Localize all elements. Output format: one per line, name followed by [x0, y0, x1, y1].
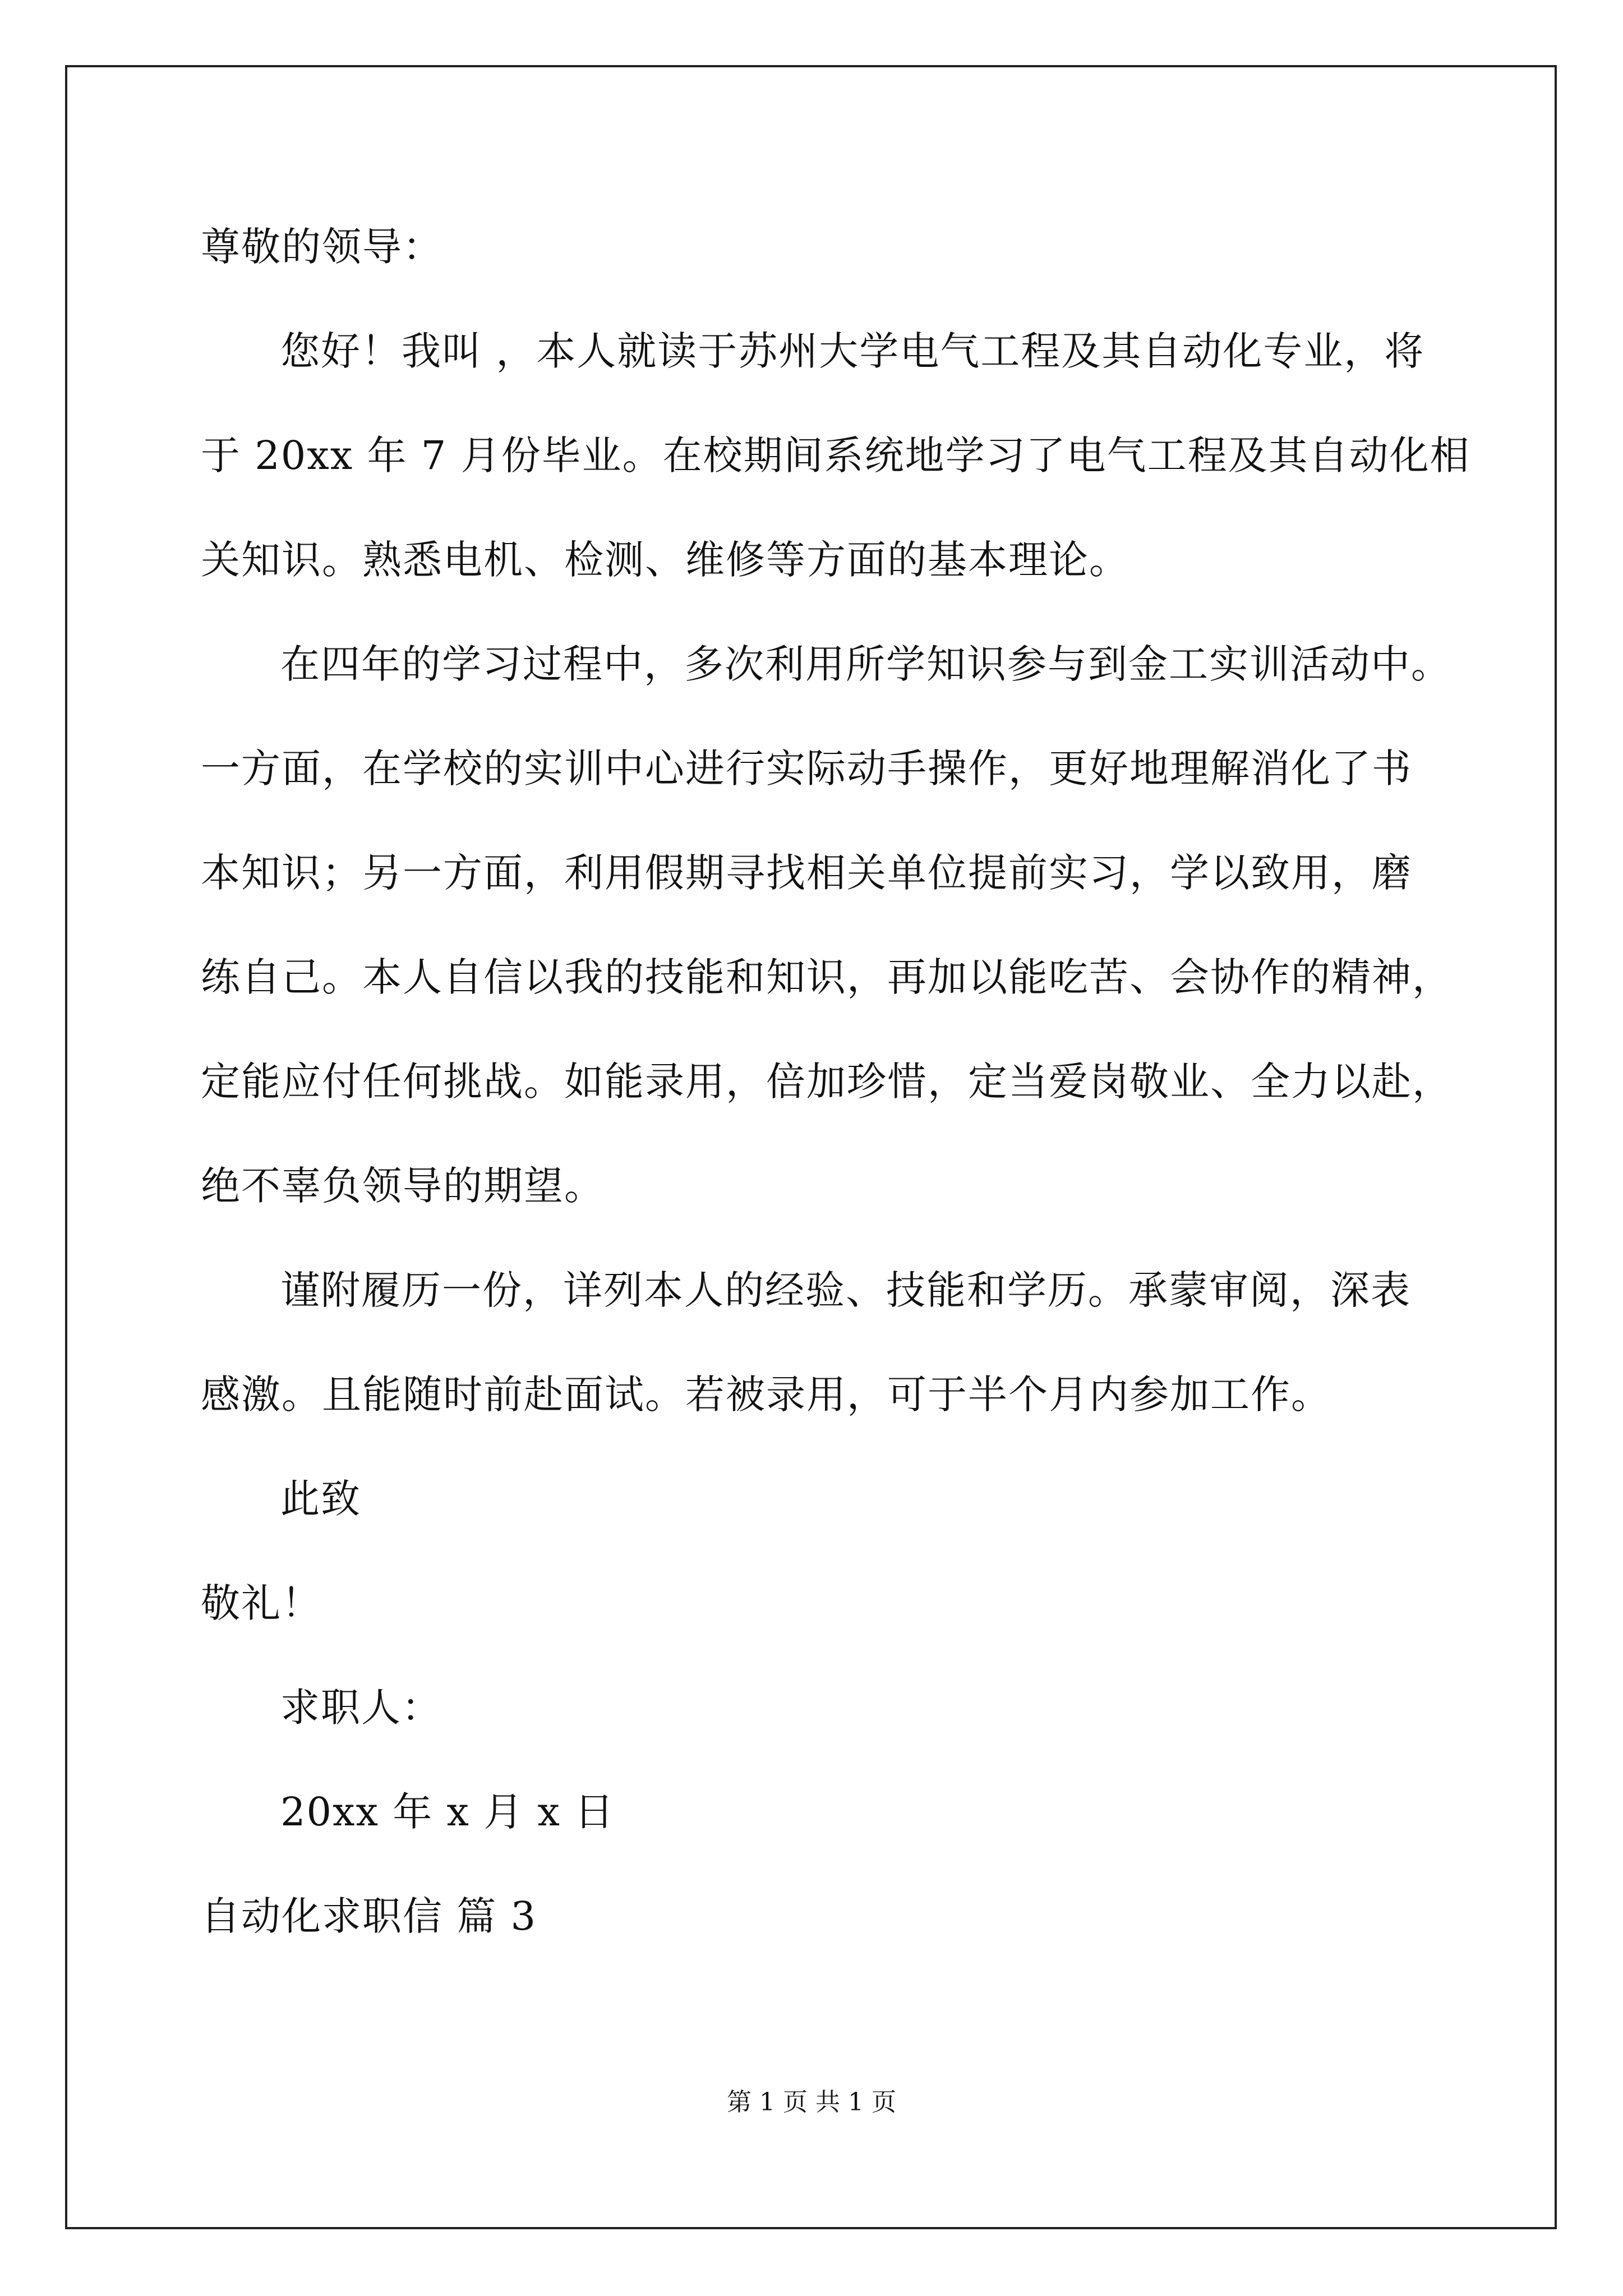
letter-date: 20xx 年 x 月 x 日: [280, 1789, 615, 1835]
paragraph-2-line-1: 在四年的学习过程中，多次利用所学知识参与到金工实训活动中。: [280, 641, 1451, 687]
paragraph-2-line-5: 定能应付任何挑战。如能录用，倍加珍惜，定当爱岗敬业、全力以赴，: [201, 1059, 1453, 1105]
closing-greeting: 此致: [280, 1476, 361, 1522]
next-section-heading: 自动化求职信 篇 3: [201, 1893, 537, 1939]
paragraph-2-line-6: 绝不辜负领导的期望。: [201, 1163, 605, 1209]
page-number-footer: 第 1 页 共 1 页: [727, 2088, 896, 2116]
paragraph-3-line-2: 感激。且能随时前赴面试。若被录用，可于半个月内参加工作。: [201, 1372, 1331, 1418]
paragraph-1-line-1: 您好！我叫 ，本人就读于苏州大学电气工程及其自动化专业，将: [280, 328, 1425, 374]
paragraph-1-line-3: 关知识。熟悉电机、检测、维修等方面的基本理论。: [201, 537, 1129, 583]
paragraph-2-line-3: 本知识；另一方面，利用假期寻找相关单位提前实习，学以致用，磨: [201, 850, 1412, 896]
paragraph-2-line-2: 一方面，在学校的实训中心进行实际动手操作，更好地理解消化了书: [201, 746, 1412, 792]
closing-salute: 敬礼！: [201, 1580, 322, 1626]
salutation: 尊敬的领导：: [201, 224, 443, 270]
paragraph-1-line-2: 于 20xx 年 7 月份毕业。在校期间系统地学习了电气工程及其自动化相: [201, 432, 1470, 478]
signature-label: 求职人：: [280, 1685, 442, 1731]
paragraph-3-line-1: 谨附履历一份，详列本人的经验、技能和学历。承蒙审阅，深表: [280, 1267, 1411, 1313]
paragraph-2-line-4: 练自己。本人自信以我的技能和知识，再加以能吃苦、会协作的精神，: [201, 954, 1453, 1000]
